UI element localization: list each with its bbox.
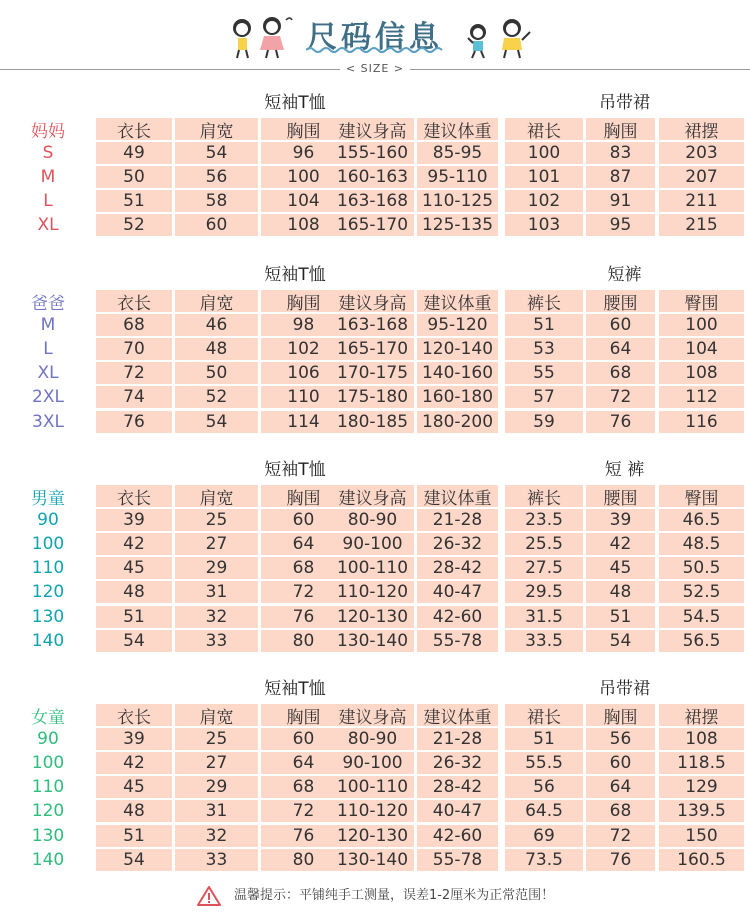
table-cell: 31 xyxy=(175,800,258,822)
table-cell: 46 xyxy=(175,314,258,336)
footer-note xyxy=(0,884,750,907)
table-cell: 60 xyxy=(175,214,258,236)
table-cell: 26-32 xyxy=(417,752,498,774)
table-cell: 139.5 xyxy=(659,800,744,822)
table-cell: 108 xyxy=(659,362,744,384)
size-label: 100 xyxy=(31,534,65,555)
table-cell: 55-78 xyxy=(417,630,498,652)
column-header: 建议体重 xyxy=(417,485,498,507)
table-cell: 50 xyxy=(96,166,172,188)
size-label: L xyxy=(43,339,53,360)
size-label: M xyxy=(40,315,56,336)
table-cell: 80-90 xyxy=(331,728,414,750)
table-cell: 39 xyxy=(586,509,655,531)
table-cell: 45 xyxy=(96,557,172,579)
left-garment-title: 短袖T恤 xyxy=(264,265,326,285)
table-cell: 40-47 xyxy=(417,581,498,603)
column-header: 肩宽 xyxy=(175,118,258,140)
table-cell: 48 xyxy=(175,338,258,360)
column-header: 建议身高 xyxy=(331,485,414,507)
table-cell: 48 xyxy=(96,581,172,603)
table-cell: 80 xyxy=(261,849,346,871)
table-cell: 170-175 xyxy=(331,362,414,384)
left-garment-title: 短袖T恤 xyxy=(264,679,326,699)
table-cell: 51 xyxy=(505,728,583,750)
table-cell: 163-168 xyxy=(331,190,414,212)
table-cell: 58 xyxy=(175,190,258,212)
table-cell: 28-42 xyxy=(417,776,498,798)
table-cell: 42 xyxy=(96,752,172,774)
table-cell: 26-32 xyxy=(417,533,498,555)
table-cell: 68 xyxy=(96,314,172,336)
table-cell: 100-110 xyxy=(331,776,414,798)
group-label: 男童 xyxy=(31,488,65,509)
table-cell: 72 xyxy=(586,825,655,847)
table-cell: 72 xyxy=(96,362,172,384)
table-cell: 53 xyxy=(505,338,583,360)
table-cell: 100 xyxy=(505,142,583,164)
table-cell: 69 xyxy=(505,825,583,847)
column-header: 胸围 xyxy=(586,704,655,726)
table-cell: 215 xyxy=(659,214,744,236)
table-cell: 96 xyxy=(261,142,346,164)
column-header: 建议身高 xyxy=(331,118,414,140)
table-cell: 51 xyxy=(586,606,655,628)
table-cell: 52 xyxy=(96,214,172,236)
table-cell: 54 xyxy=(96,630,172,652)
size-label: 110 xyxy=(31,558,65,579)
table-cell: 100-110 xyxy=(331,557,414,579)
size-label: S xyxy=(42,143,54,164)
table-cell: 55.5 xyxy=(505,752,583,774)
table-cell: 110-120 xyxy=(331,581,414,603)
group-label: 女童 xyxy=(31,707,65,728)
table-cell: 87 xyxy=(586,166,655,188)
table-cell: 91 xyxy=(586,190,655,212)
table-cell: 116 xyxy=(659,411,744,433)
size-label: 110 xyxy=(31,777,65,798)
table-cell: 60 xyxy=(261,728,346,750)
table-cell: 95-110 xyxy=(417,166,498,188)
table-cell: 207 xyxy=(659,166,744,188)
column-header: 腰围 xyxy=(586,485,655,507)
column-header: 衣长 xyxy=(96,704,172,726)
table-cell: 70 xyxy=(96,338,172,360)
table-cell: 60 xyxy=(586,314,655,336)
footer-text: 温馨提示：平铺纯手工测量，误差1-2厘米为正常范围！ xyxy=(233,888,555,903)
header xyxy=(0,0,750,80)
table-cell: 108 xyxy=(659,728,744,750)
size-label: 120 xyxy=(31,801,65,822)
table-cell: 155-160 xyxy=(331,142,414,164)
wave-decoration xyxy=(306,46,444,54)
table-cell: 72 xyxy=(261,581,346,603)
table-cell: 103 xyxy=(505,214,583,236)
table-cell: 57 xyxy=(505,386,583,408)
table-cell: 51 xyxy=(96,190,172,212)
table-cell: 100 xyxy=(659,314,744,336)
table-cell: 160-163 xyxy=(331,166,414,188)
table-cell: 54 xyxy=(96,849,172,871)
table-cell: 180-200 xyxy=(417,411,498,433)
table-cell: 120-140 xyxy=(417,338,498,360)
table-cell: 104 xyxy=(261,190,346,212)
table-cell: 42 xyxy=(586,533,655,555)
table-cell: 42-60 xyxy=(417,825,498,847)
table-cell: 118.5 xyxy=(659,752,744,774)
right-garment-title: 短 裤 xyxy=(604,460,645,480)
table-cell: 45 xyxy=(586,557,655,579)
table-cell: 39 xyxy=(96,509,172,531)
table-cell: 163-168 xyxy=(331,314,414,336)
table-cell: 27 xyxy=(175,533,258,555)
table-cell: 72 xyxy=(261,800,346,822)
table-cell: 95-120 xyxy=(417,314,498,336)
table-cell: 165-170 xyxy=(331,214,414,236)
table-cell: 165-170 xyxy=(331,338,414,360)
column-header: 肩宽 xyxy=(175,290,258,312)
table-cell: 120-130 xyxy=(331,825,414,847)
table-cell: 33 xyxy=(175,849,258,871)
table-cell: 50 xyxy=(175,362,258,384)
table-cell: 120-130 xyxy=(331,606,414,628)
table-cell: 76 xyxy=(586,849,655,871)
group-label: 妈妈 xyxy=(31,121,65,142)
table-cell: 50.5 xyxy=(659,557,744,579)
table-cell: 49 xyxy=(96,142,172,164)
table-cell: 54.5 xyxy=(659,606,744,628)
table-cell: 68 xyxy=(586,362,655,384)
table-cell: 112 xyxy=(659,386,744,408)
table-cell: 46.5 xyxy=(659,509,744,531)
column-header: 衣长 xyxy=(96,118,172,140)
table-cell: 114 xyxy=(261,411,346,433)
column-header: 衣长 xyxy=(96,485,172,507)
column-header: 肩宽 xyxy=(175,704,258,726)
table-cell: 54 xyxy=(586,630,655,652)
table-cell: 73.5 xyxy=(505,849,583,871)
page-title: 尺码信息 xyxy=(307,20,443,55)
table-cell: 90-100 xyxy=(331,752,414,774)
table-cell: 100 xyxy=(261,166,346,188)
column-header: 建议身高 xyxy=(331,290,414,312)
table-cell: 150 xyxy=(659,825,744,847)
right-garment-title: 吊带裙 xyxy=(599,93,650,113)
size-label: 140 xyxy=(31,630,65,651)
warning-icon xyxy=(196,885,222,907)
table-cell: 42 xyxy=(96,533,172,555)
size-label: 2XL xyxy=(32,387,64,408)
table-cell: 104 xyxy=(659,338,744,360)
table-cell: 85-95 xyxy=(417,142,498,164)
table-cell: 108 xyxy=(261,214,346,236)
table-cell: 102 xyxy=(505,190,583,212)
size-label: 140 xyxy=(31,849,65,870)
size-label: 130 xyxy=(31,606,65,627)
column-header: 裙长 xyxy=(505,118,583,140)
table-cell: 98 xyxy=(261,314,346,336)
column-header: 裙长 xyxy=(505,704,583,726)
table-cell: 56.5 xyxy=(659,630,744,652)
column-header: 裤长 xyxy=(505,290,583,312)
size-label: XL xyxy=(37,363,59,384)
column-header: 裤长 xyxy=(505,485,583,507)
table-cell: 95 xyxy=(586,214,655,236)
column-header: 建议体重 xyxy=(417,704,498,726)
table-cell: 64.5 xyxy=(505,800,583,822)
table-cell: 68 xyxy=(261,776,346,798)
table-cell: 76 xyxy=(586,411,655,433)
table-cell: 60 xyxy=(586,752,655,774)
column-header: 裙摆 xyxy=(659,704,744,726)
table-cell: 64 xyxy=(261,533,346,555)
table-cell: 29 xyxy=(175,776,258,798)
table-cell: 28-42 xyxy=(417,557,498,579)
table-cell: 72 xyxy=(586,386,655,408)
group-label: 爸爸 xyxy=(31,293,65,314)
table-cell: 129 xyxy=(659,776,744,798)
table-cell: 125-135 xyxy=(417,214,498,236)
column-header: 衣长 xyxy=(96,290,172,312)
table-cell: 32 xyxy=(175,825,258,847)
column-header: 胸围 xyxy=(261,290,346,312)
table-cell: 29 xyxy=(175,557,258,579)
table-cell: 51 xyxy=(505,314,583,336)
table-cell: 48.5 xyxy=(659,533,744,555)
column-header: 胸围 xyxy=(261,485,346,507)
column-header: 胸围 xyxy=(261,704,346,726)
size-label: 100 xyxy=(31,753,65,774)
table-cell: 21-28 xyxy=(417,728,498,750)
column-header: 肩宽 xyxy=(175,485,258,507)
table-cell: 160-180 xyxy=(417,386,498,408)
table-cell: 59 xyxy=(505,411,583,433)
table-cell: 64 xyxy=(586,776,655,798)
table-cell: 175-180 xyxy=(331,386,414,408)
table-cell: 110-125 xyxy=(417,190,498,212)
column-header: 腰围 xyxy=(586,290,655,312)
table-cell: 27 xyxy=(175,752,258,774)
table-cell: 31.5 xyxy=(505,606,583,628)
table-cell: 80 xyxy=(261,630,346,652)
size-label: XL xyxy=(37,215,59,236)
table-cell: 42-60 xyxy=(417,606,498,628)
table-cell: 140-160 xyxy=(417,362,498,384)
table-cell: 33 xyxy=(175,630,258,652)
table-cell: 52 xyxy=(175,386,258,408)
table-cell: 74 xyxy=(96,386,172,408)
table-cell: 56 xyxy=(505,776,583,798)
column-header: 胸围 xyxy=(586,118,655,140)
table-cell: 56 xyxy=(175,166,258,188)
table-cell: 25 xyxy=(175,728,258,750)
table-cell: 211 xyxy=(659,190,744,212)
size-label: L xyxy=(43,191,53,212)
table-cell: 60 xyxy=(261,509,346,531)
table-cell: 76 xyxy=(261,606,346,628)
table-cell: 110 xyxy=(261,386,346,408)
table-cell: 102 xyxy=(261,338,346,360)
column-header: 臀围 xyxy=(659,290,744,312)
table-cell: 25.5 xyxy=(505,533,583,555)
table-cell: 23.5 xyxy=(505,509,583,531)
table-cell: 52.5 xyxy=(659,581,744,603)
table-cell: 101 xyxy=(505,166,583,188)
table-cell: 83 xyxy=(586,142,655,164)
table-cell: 130-140 xyxy=(331,849,414,871)
table-cell: 106 xyxy=(261,362,346,384)
table-cell: 64 xyxy=(261,752,346,774)
table-cell: 51 xyxy=(96,606,172,628)
table-cell: 39 xyxy=(96,728,172,750)
table-cell: 54 xyxy=(175,142,258,164)
table-cell: 56 xyxy=(586,728,655,750)
table-cell: 68 xyxy=(261,557,346,579)
right-garment-title: 短裤 xyxy=(607,265,642,285)
table-cell: 25 xyxy=(175,509,258,531)
column-header: 建议体重 xyxy=(417,118,498,140)
page-subtitle: < SIZE > xyxy=(345,62,405,75)
table-cell: 76 xyxy=(96,411,172,433)
table-cell: 51 xyxy=(96,825,172,847)
table-cell: 54 xyxy=(175,411,258,433)
table-cell: 110-120 xyxy=(331,800,414,822)
table-cell: 68 xyxy=(586,800,655,822)
column-header: 裙摆 xyxy=(659,118,744,140)
table-cell: 31 xyxy=(175,581,258,603)
size-label: 120 xyxy=(31,582,65,603)
table-cell: 76 xyxy=(261,825,346,847)
table-cell: 90-100 xyxy=(331,533,414,555)
left-garment-title: 短袖T恤 xyxy=(264,93,326,113)
table-cell: 180-185 xyxy=(331,411,414,433)
column-header: 建议身高 xyxy=(331,704,414,726)
table-cell: 45 xyxy=(96,776,172,798)
table-cell: 32 xyxy=(175,606,258,628)
cartoon-kids-icon xyxy=(462,14,534,60)
table-cell: 203 xyxy=(659,142,744,164)
size-label: M xyxy=(40,167,56,188)
table-cell: 130-140 xyxy=(331,630,414,652)
column-header: 臀围 xyxy=(659,485,744,507)
table-cell: 160.5 xyxy=(659,849,744,871)
table-cell: 21-28 xyxy=(417,509,498,531)
table-cell: 40-47 xyxy=(417,800,498,822)
table-cell: 33.5 xyxy=(505,630,583,652)
table-cell: 64 xyxy=(586,338,655,360)
size-label: 130 xyxy=(31,825,65,846)
table-cell: 55-78 xyxy=(417,849,498,871)
table-cell: 48 xyxy=(586,581,655,603)
size-label: 3XL xyxy=(32,411,64,432)
table-cell: 29.5 xyxy=(505,581,583,603)
column-header: 建议体重 xyxy=(417,290,498,312)
table-cell: 55 xyxy=(505,362,583,384)
size-label: 90 xyxy=(37,510,59,531)
table-cell: 48 xyxy=(96,800,172,822)
left-garment-title: 短袖T恤 xyxy=(264,460,326,480)
right-garment-title: 吊带裙 xyxy=(599,679,650,699)
table-cell: 80-90 xyxy=(331,509,414,531)
size-label: 90 xyxy=(37,729,59,750)
table-cell: 27.5 xyxy=(505,557,583,579)
column-header: 胸围 xyxy=(261,118,346,140)
